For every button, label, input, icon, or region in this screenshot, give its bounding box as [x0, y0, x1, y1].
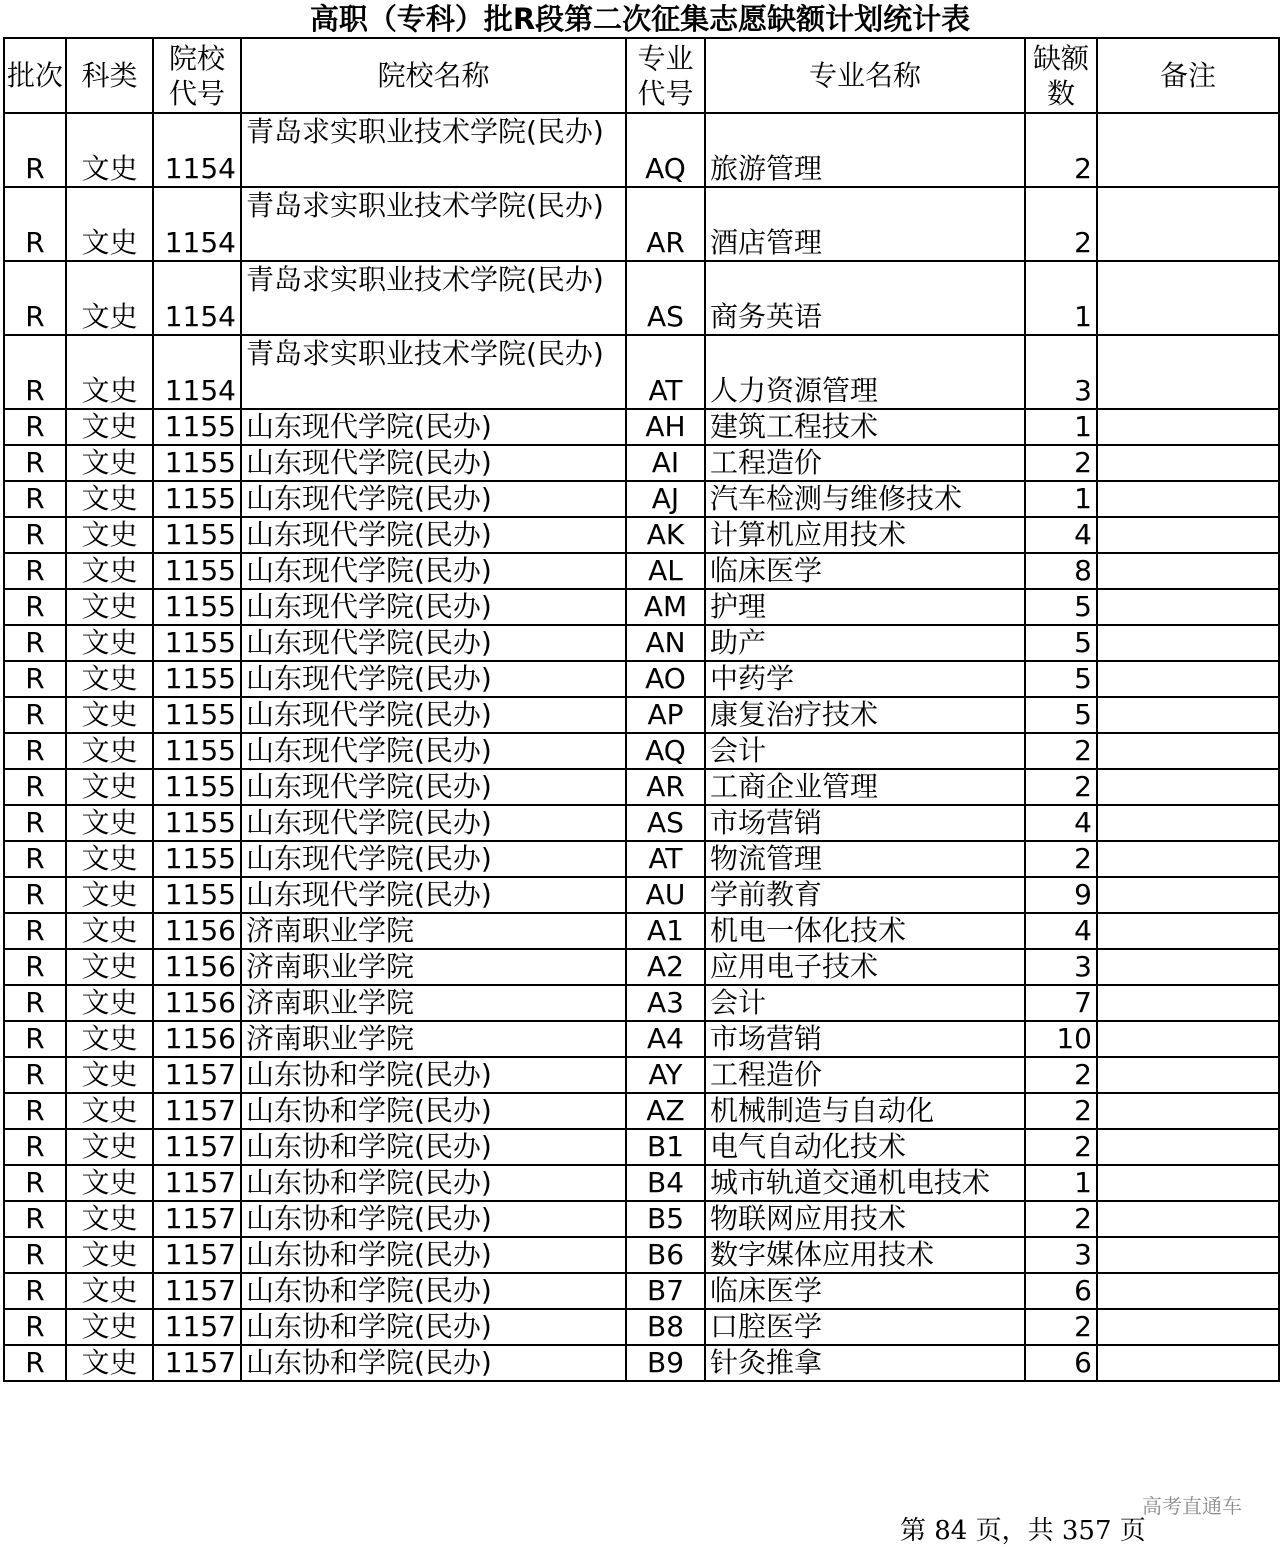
cell-vacancy: 4: [1025, 913, 1097, 949]
cell-school-name: 山东现代学院(民办): [241, 661, 626, 697]
cell-school-code: 1156: [153, 913, 241, 949]
table-row: [4, 553, 1279, 589]
cell-school-code: 1157: [153, 1345, 241, 1381]
header-batch: 批次: [4, 38, 66, 113]
cell-major-code: AQ: [626, 113, 705, 187]
table-row: [4, 481, 1279, 517]
cell-vacancy: 2: [1025, 445, 1097, 481]
header-vacancy: 缺额数: [1025, 38, 1097, 113]
table-row: [4, 949, 1279, 985]
cell-batch: R: [4, 985, 66, 1021]
cell-remark: [1097, 1093, 1279, 1129]
cell-major-name: 工商企业管理: [705, 769, 1025, 805]
cell-major-name: 酒店管理: [705, 187, 1025, 261]
cell-remark: [1097, 261, 1279, 335]
cell-batch: R: [4, 589, 66, 625]
cell-major-name: 护理: [705, 589, 1025, 625]
cell-vacancy: 8: [1025, 553, 1097, 589]
cell-school-name: 山东协和学院(民办): [241, 1165, 626, 1201]
cell-vacancy: 5: [1025, 661, 1097, 697]
cell-school-code: 1155: [153, 877, 241, 913]
cell-school-name: 山东现代学院(民办): [241, 445, 626, 481]
cell-category: 文史: [66, 1021, 153, 1057]
cell-school-code: 1155: [153, 481, 241, 517]
cell-batch: R: [4, 1237, 66, 1273]
header-major-code: 专业代号: [626, 38, 705, 113]
cell-major-code: AZ: [626, 1093, 705, 1129]
cell-remark: [1097, 1129, 1279, 1165]
cell-school-name: 济南职业学院: [241, 1021, 626, 1057]
cell-batch: R: [4, 697, 66, 733]
cell-remark: [1097, 661, 1279, 697]
table-row: [4, 1129, 1279, 1165]
cell-batch: R: [4, 949, 66, 985]
cell-vacancy: 2: [1025, 841, 1097, 877]
cell-category: 文史: [66, 733, 153, 769]
cell-category: 文史: [66, 261, 153, 335]
cell-batch: R: [4, 1165, 66, 1201]
cell-vacancy: 3: [1025, 949, 1097, 985]
cell-school-name: 山东协和学院(民办): [241, 1093, 626, 1129]
cell-school-code: 1156: [153, 949, 241, 985]
cell-school-name: 青岛求实职业技术学院(民办): [241, 187, 626, 261]
table-row: [4, 1273, 1279, 1309]
cell-category: 文史: [66, 113, 153, 187]
cell-remark: [1097, 1273, 1279, 1309]
cell-school-code: 1157: [153, 1129, 241, 1165]
cell-vacancy: 2: [1025, 733, 1097, 769]
cell-major-name: 临床医学: [705, 553, 1025, 589]
cell-vacancy: 4: [1025, 517, 1097, 553]
cell-school-name: 山东协和学院(民办): [241, 1129, 626, 1165]
cell-major-code: AT: [626, 841, 705, 877]
cell-category: 文史: [66, 409, 153, 445]
table-row: [4, 733, 1279, 769]
cell-remark: [1097, 1237, 1279, 1273]
cell-major-name: 会计: [705, 985, 1025, 1021]
table-row: [4, 1057, 1279, 1093]
cell-category: 文史: [66, 517, 153, 553]
cell-vacancy: 2: [1025, 1093, 1097, 1129]
cell-school-name: 青岛求实职业技术学院(民办): [241, 261, 626, 335]
cell-school-name: 山东协和学院(民办): [241, 1345, 626, 1381]
cell-school-name: 青岛求实职业技术学院(民办): [241, 335, 626, 409]
cell-category: 文史: [66, 661, 153, 697]
cell-vacancy: 2: [1025, 1201, 1097, 1237]
cell-major-code: B1: [626, 1129, 705, 1165]
cell-school-code: 1155: [153, 589, 241, 625]
cell-school-code: 1155: [153, 697, 241, 733]
table-row: [4, 589, 1279, 625]
cell-batch: R: [4, 553, 66, 589]
cell-batch: R: [4, 1345, 66, 1381]
cell-school-name: 山东现代学院(民办): [241, 553, 626, 589]
cell-major-code: AQ: [626, 733, 705, 769]
cell-school-code: 1155: [153, 661, 241, 697]
cell-remark: [1097, 1201, 1279, 1237]
cell-batch: R: [4, 805, 66, 841]
cell-vacancy: 5: [1025, 625, 1097, 661]
cell-category: 文史: [66, 1129, 153, 1165]
table-row: [4, 113, 1279, 187]
cell-school-code: 1155: [153, 445, 241, 481]
cell-school-code: 1154: [153, 335, 241, 409]
cell-major-code: A2: [626, 949, 705, 985]
cell-school-code: 1154: [153, 187, 241, 261]
header-school-name: 院校名称: [241, 38, 626, 113]
cell-school-code: 1155: [153, 517, 241, 553]
cell-school-code: 1155: [153, 409, 241, 445]
table-row: [4, 1345, 1279, 1381]
table-row: [4, 697, 1279, 733]
cell-category: 文史: [66, 1309, 153, 1345]
cell-batch: R: [4, 1273, 66, 1309]
cell-major-code: AS: [626, 261, 705, 335]
cell-major-name: 工程造价: [705, 445, 1025, 481]
cell-category: 文史: [66, 949, 153, 985]
cell-batch: R: [4, 187, 66, 261]
page-footer: 第 84 页，共 357 页: [900, 1516, 1146, 1546]
cell-remark: [1097, 949, 1279, 985]
header-school-code: 院校代号: [153, 38, 241, 113]
cell-school-code: 1156: [153, 985, 241, 1021]
cell-school-name: 山东现代学院(民办): [241, 589, 626, 625]
cell-school-name: 济南职业学院: [241, 949, 626, 985]
cell-category: 文史: [66, 697, 153, 733]
cell-major-code: B8: [626, 1309, 705, 1345]
cell-vacancy: 6: [1025, 1273, 1097, 1309]
cell-category: 文史: [66, 187, 153, 261]
table-row: [4, 661, 1279, 697]
table-row: [4, 841, 1279, 877]
cell-vacancy: 2: [1025, 769, 1097, 805]
cell-category: 文史: [66, 1273, 153, 1309]
cell-remark: [1097, 985, 1279, 1021]
table-header-row: [4, 38, 1279, 113]
table-row: [4, 625, 1279, 661]
cell-major-code: AS: [626, 805, 705, 841]
cell-school-code: 1157: [153, 1057, 241, 1093]
cell-major-code: AJ: [626, 481, 705, 517]
cell-major-code: AO: [626, 661, 705, 697]
cell-remark: [1097, 913, 1279, 949]
cell-major-name: 物流管理: [705, 841, 1025, 877]
cell-major-name: 物联网应用技术: [705, 1201, 1025, 1237]
cell-major-code: AN: [626, 625, 705, 661]
cell-school-name: 济南职业学院: [241, 913, 626, 949]
table-row: [4, 985, 1279, 1021]
table-row: [4, 409, 1279, 445]
cell-school-code: 1155: [153, 733, 241, 769]
cell-major-code: AH: [626, 409, 705, 445]
cell-major-name: 旅游管理: [705, 113, 1025, 187]
table-row: [4, 913, 1279, 949]
cell-major-code: AK: [626, 517, 705, 553]
cell-major-name: 汽车检测与维修技术: [705, 481, 1025, 517]
cell-school-code: 1155: [153, 841, 241, 877]
cell-school-name: 山东协和学院(民办): [241, 1309, 626, 1345]
cell-vacancy: 7: [1025, 985, 1097, 1021]
cell-batch: R: [4, 1057, 66, 1093]
table-row: [4, 335, 1279, 409]
vacancy-table: [3, 37, 1280, 1382]
table-row: [4, 805, 1279, 841]
cell-school-code: 1157: [153, 1309, 241, 1345]
cell-school-name: 青岛求实职业技术学院(民办): [241, 113, 626, 187]
cell-remark: [1097, 335, 1279, 409]
cell-vacancy: 2: [1025, 1129, 1097, 1165]
cell-remark: [1097, 697, 1279, 733]
cell-major-code: A3: [626, 985, 705, 1021]
cell-remark: [1097, 1165, 1279, 1201]
cell-batch: R: [4, 261, 66, 335]
cell-major-name: 中药学: [705, 661, 1025, 697]
cell-school-code: 1157: [153, 1273, 241, 1309]
cell-major-name: 市场营销: [705, 805, 1025, 841]
cell-major-name: 人力资源管理: [705, 335, 1025, 409]
cell-batch: R: [4, 481, 66, 517]
table-row: [4, 1237, 1279, 1273]
cell-batch: R: [4, 733, 66, 769]
cell-major-code: B7: [626, 1273, 705, 1309]
cell-remark: [1097, 805, 1279, 841]
table-row: [4, 1165, 1279, 1201]
cell-major-code: B5: [626, 1201, 705, 1237]
table-row: [4, 187, 1279, 261]
cell-school-name: 山东协和学院(民办): [241, 1237, 626, 1273]
cell-school-name: 山东协和学院(民办): [241, 1201, 626, 1237]
header-major-name: 专业名称: [705, 38, 1025, 113]
table-row: [4, 1093, 1279, 1129]
cell-batch: R: [4, 409, 66, 445]
cell-category: 文史: [66, 589, 153, 625]
cell-major-code: AY: [626, 1057, 705, 1093]
cell-school-name: 山东现代学院(民办): [241, 877, 626, 913]
cell-batch: R: [4, 913, 66, 949]
cell-school-code: 1157: [153, 1093, 241, 1129]
table-row: [4, 1309, 1279, 1345]
table-row: [4, 517, 1279, 553]
cell-vacancy: 3: [1025, 1237, 1097, 1273]
cell-batch: R: [4, 113, 66, 187]
cell-major-code: B6: [626, 1237, 705, 1273]
cell-remark: [1097, 877, 1279, 913]
cell-category: 文史: [66, 1165, 153, 1201]
cell-batch: R: [4, 517, 66, 553]
cell-batch: R: [4, 1093, 66, 1129]
cell-remark: [1097, 409, 1279, 445]
cell-remark: [1097, 589, 1279, 625]
cell-major-name: 机械制造与自动化: [705, 1093, 1025, 1129]
cell-remark: [1097, 187, 1279, 261]
cell-major-code: B9: [626, 1345, 705, 1381]
table-row: [4, 445, 1279, 481]
cell-major-code: AR: [626, 769, 705, 805]
header-category: 科类: [66, 38, 153, 113]
cell-major-name: 针灸推拿: [705, 1345, 1025, 1381]
cell-major-name: 机电一体化技术: [705, 913, 1025, 949]
cell-remark: [1097, 769, 1279, 805]
cell-major-name: 市场营销: [705, 1021, 1025, 1057]
cell-vacancy: 10: [1025, 1021, 1097, 1057]
cell-major-name: 工程造价: [705, 1057, 1025, 1093]
cell-school-code: 1155: [153, 625, 241, 661]
cell-category: 文史: [66, 1093, 153, 1129]
cell-category: 文史: [66, 1345, 153, 1381]
cell-major-name: 助产: [705, 625, 1025, 661]
cell-school-code: 1154: [153, 261, 241, 335]
cell-major-name: 应用电子技术: [705, 949, 1025, 985]
cell-remark: [1097, 113, 1279, 187]
cell-vacancy: 2: [1025, 113, 1097, 187]
cell-batch: R: [4, 335, 66, 409]
cell-category: 文史: [66, 805, 153, 841]
cell-school-code: 1155: [153, 769, 241, 805]
cell-school-code: 1156: [153, 1021, 241, 1057]
cell-major-code: A1: [626, 913, 705, 949]
cell-major-name: 会计: [705, 733, 1025, 769]
cell-vacancy: 2: [1025, 187, 1097, 261]
cell-category: 文史: [66, 1201, 153, 1237]
cell-remark: [1097, 625, 1279, 661]
cell-category: 文史: [66, 985, 153, 1021]
cell-vacancy: 1: [1025, 1165, 1097, 1201]
cell-vacancy: 5: [1025, 697, 1097, 733]
cell-vacancy: 5: [1025, 589, 1097, 625]
cell-school-code: 1154: [153, 113, 241, 187]
cell-school-name: 山东现代学院(民办): [241, 517, 626, 553]
cell-batch: R: [4, 445, 66, 481]
cell-category: 文史: [66, 445, 153, 481]
table-body: [4, 113, 1279, 1381]
cell-remark: [1097, 445, 1279, 481]
cell-major-name: 电气自动化技术: [705, 1129, 1025, 1165]
cell-vacancy: 1: [1025, 409, 1097, 445]
cell-category: 文史: [66, 625, 153, 661]
cell-major-name: 计算机应用技术: [705, 517, 1025, 553]
cell-school-code: 1157: [153, 1201, 241, 1237]
cell-major-name: 商务英语: [705, 261, 1025, 335]
cell-school-name: 山东现代学院(民办): [241, 769, 626, 805]
cell-category: 文史: [66, 913, 153, 949]
cell-major-name: 康复治疗技术: [705, 697, 1025, 733]
cell-remark: [1097, 1057, 1279, 1093]
cell-batch: R: [4, 877, 66, 913]
cell-school-name: 山东现代学院(民办): [241, 841, 626, 877]
table-row: [4, 261, 1279, 335]
cell-vacancy: 6: [1025, 1345, 1097, 1381]
cell-vacancy: 2: [1025, 1309, 1097, 1345]
cell-major-code: AR: [626, 187, 705, 261]
cell-remark: [1097, 1345, 1279, 1381]
watermark: 高考直通车: [1142, 1494, 1242, 1518]
cell-major-code: B4: [626, 1165, 705, 1201]
table-row: [4, 769, 1279, 805]
cell-school-code: 1155: [153, 553, 241, 589]
cell-remark: [1097, 1309, 1279, 1345]
cell-remark: [1097, 841, 1279, 877]
cell-major-name: 口腔医学: [705, 1309, 1025, 1345]
cell-category: 文史: [66, 1057, 153, 1093]
cell-category: 文史: [66, 553, 153, 589]
cell-category: 文史: [66, 769, 153, 805]
table-row: [4, 877, 1279, 913]
header-remark: 备注: [1097, 38, 1279, 113]
cell-major-name: 数字媒体应用技术: [705, 1237, 1025, 1273]
cell-school-name: 山东现代学院(民办): [241, 625, 626, 661]
cell-batch: R: [4, 769, 66, 805]
cell-school-code: 1155: [153, 805, 241, 841]
page-title: 高职（专科）批R段第二次征集志愿缺额计划统计表: [309, 2, 971, 36]
cell-vacancy: 1: [1025, 481, 1097, 517]
cell-major-name: 临床医学: [705, 1273, 1025, 1309]
cell-vacancy: 1: [1025, 261, 1097, 335]
cell-batch: R: [4, 1129, 66, 1165]
cell-school-name: 山东协和学院(民办): [241, 1273, 626, 1309]
cell-major-code: AU: [626, 877, 705, 913]
cell-batch: R: [4, 1201, 66, 1237]
cell-major-code: AM: [626, 589, 705, 625]
cell-major-name: 建筑工程技术: [705, 409, 1025, 445]
cell-major-name: 城市轨道交通机电技术: [705, 1165, 1025, 1201]
cell-major-code: A4: [626, 1021, 705, 1057]
cell-major-name: 学前教育: [705, 877, 1025, 913]
cell-vacancy: 4: [1025, 805, 1097, 841]
cell-remark: [1097, 733, 1279, 769]
cell-school-name: 济南职业学院: [241, 985, 626, 1021]
table-row: [4, 1201, 1279, 1237]
cell-category: 文史: [66, 335, 153, 409]
cell-batch: R: [4, 1021, 66, 1057]
cell-school-name: 山东现代学院(民办): [241, 805, 626, 841]
cell-school-name: 山东现代学院(民办): [241, 697, 626, 733]
cell-category: 文史: [66, 481, 153, 517]
cell-remark: [1097, 1021, 1279, 1057]
cell-school-name: 山东现代学院(民办): [241, 481, 626, 517]
cell-vacancy: 9: [1025, 877, 1097, 913]
cell-school-name: 山东现代学院(民办): [241, 733, 626, 769]
table-row: [4, 1021, 1279, 1057]
cell-vacancy: 3: [1025, 335, 1097, 409]
cell-category: 文史: [66, 877, 153, 913]
cell-batch: R: [4, 841, 66, 877]
cell-major-code: AP: [626, 697, 705, 733]
cell-major-code: AL: [626, 553, 705, 589]
cell-major-code: AI: [626, 445, 705, 481]
cell-batch: R: [4, 625, 66, 661]
cell-school-name: 山东协和学院(民办): [241, 1057, 626, 1093]
cell-category: 文史: [66, 1237, 153, 1273]
cell-category: 文史: [66, 841, 153, 877]
cell-vacancy: 2: [1025, 1057, 1097, 1093]
cell-major-code: AT: [626, 335, 705, 409]
cell-remark: [1097, 553, 1279, 589]
cell-school-code: 1157: [153, 1237, 241, 1273]
cell-remark: [1097, 481, 1279, 517]
cell-batch: R: [4, 1309, 66, 1345]
cell-batch: R: [4, 661, 66, 697]
cell-school-name: 山东现代学院(民办): [241, 409, 626, 445]
cell-remark: [1097, 517, 1279, 553]
cell-school-code: 1157: [153, 1165, 241, 1201]
